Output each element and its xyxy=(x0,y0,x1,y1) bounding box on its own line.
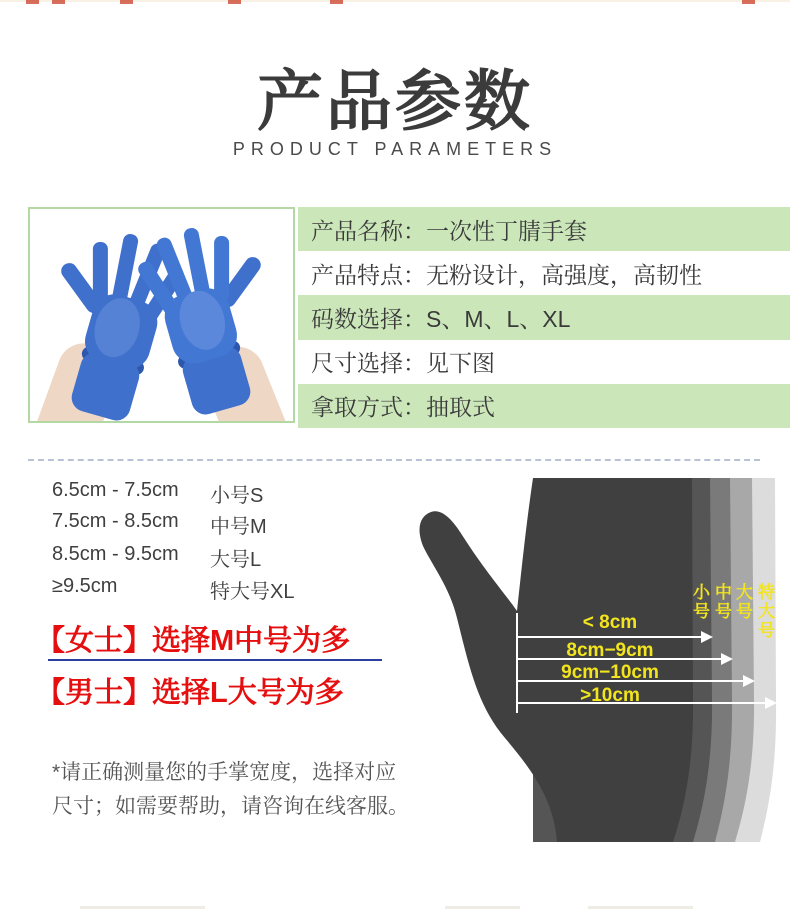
spec-label: 产品名称： xyxy=(311,217,426,244)
spec-row-size-choice xyxy=(298,340,790,384)
recommendation-men: 【男士】选择L大号为多 xyxy=(36,677,344,709)
size-chart-row xyxy=(52,543,330,572)
arrow-label-m: 8cm−9cm xyxy=(566,640,654,661)
note-line-2: 尺寸；如需要帮助，请咨询在线客服。 xyxy=(52,795,409,818)
arrow-label-s: < 8cm xyxy=(582,612,638,633)
size-range: 8.5cm - 9.5cm xyxy=(52,543,179,565)
size-chart-row xyxy=(52,479,330,508)
recommendation-underline xyxy=(48,659,382,661)
band-label-m: 中号 xyxy=(712,583,731,621)
dashed-divider xyxy=(28,459,760,461)
bottom-fragment xyxy=(80,906,205,909)
spec-row-sizes xyxy=(298,295,790,339)
bottom-fragment xyxy=(588,906,693,909)
top-fragment xyxy=(330,0,343,4)
top-fragment xyxy=(228,0,241,4)
product-photo-frame xyxy=(28,207,295,423)
measurement-note xyxy=(52,756,462,824)
top-fragment xyxy=(742,0,755,4)
top-fragment xyxy=(26,0,39,4)
size-range: 7.5cm - 8.5cm xyxy=(52,510,179,532)
top-fragment xyxy=(120,0,133,4)
top-fragment xyxy=(52,0,65,4)
bottom-fragment xyxy=(445,906,520,909)
top-edge-strip xyxy=(0,0,790,2)
spec-value: 无粉设计，高强度，高韧性 xyxy=(426,261,702,288)
spec-value: S、M、L、XL xyxy=(426,305,571,332)
size-chart-row xyxy=(52,575,330,604)
arrow-label-l: 9cm−10cm xyxy=(561,662,659,683)
size-name: 特大号XL xyxy=(210,581,295,603)
note-line-1: *请正确测量您的手掌宽度，选择对应 xyxy=(52,761,397,784)
spec-table xyxy=(298,207,790,428)
spec-label: 拿取方式： xyxy=(311,394,426,421)
page-subtitle: PRODUCT PARAMETERS xyxy=(232,139,558,159)
band-label-l: 大号 xyxy=(733,583,752,621)
size-range: 6.5cm - 7.5cm xyxy=(52,479,179,501)
recommendation-women: 【女士】选择M中号为多 xyxy=(36,625,351,657)
spec-row-features xyxy=(298,251,790,295)
spec-row-dispense xyxy=(298,384,790,428)
size-chart-row xyxy=(52,510,330,539)
blue-gloves-image xyxy=(30,209,293,421)
spec-value: 一次性丁腈手套 xyxy=(426,217,587,244)
size-range: ≥9.5cm xyxy=(52,575,118,597)
spec-value: 见下图 xyxy=(426,350,495,377)
band-label-xl: 特大号 xyxy=(755,583,774,640)
size-name: 小号S xyxy=(210,485,264,507)
size-name: 大号L xyxy=(210,549,262,571)
spec-value: 抽取式 xyxy=(426,394,495,421)
spec-label: 产品特点： xyxy=(311,261,426,288)
spec-label: 码数选择： xyxy=(311,305,426,332)
arrow-label-xl: >10cm xyxy=(580,685,640,706)
band-label-s: 小号 xyxy=(690,583,709,621)
spec-label: 尺寸选择： xyxy=(311,350,426,377)
spec-row-name xyxy=(298,207,790,251)
size-name: 中号M xyxy=(210,516,267,538)
page-title: 产品参数 xyxy=(257,64,533,138)
